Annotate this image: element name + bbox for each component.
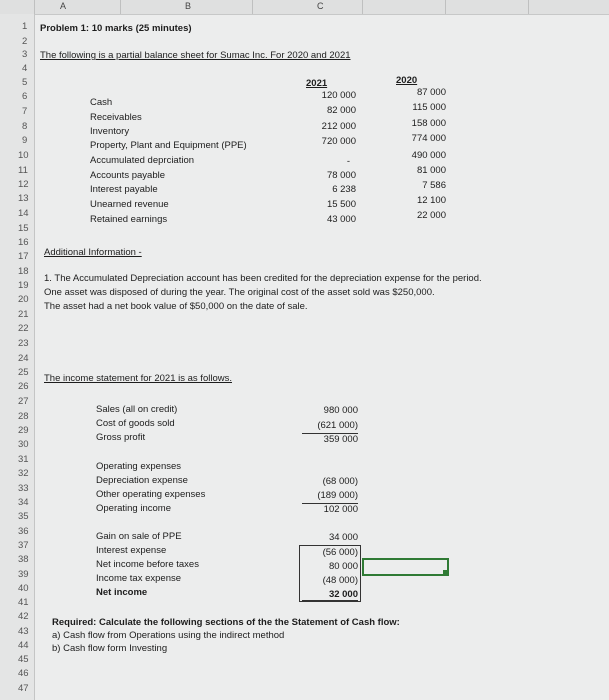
income-statement-value: 32 000 xyxy=(328,589,358,600)
balance-sheet-value-2020: 490 000 xyxy=(411,150,446,161)
column-divider xyxy=(445,0,446,14)
selected-cell[interactable] xyxy=(362,558,449,576)
column-header-a[interactable]: A xyxy=(60,1,67,11)
balance-sheet-value-2020: 22 000 xyxy=(416,210,446,221)
balance-sheet-label: Accounts payable xyxy=(90,170,165,181)
row-number[interactable]: 37 xyxy=(18,540,29,551)
row-number[interactable]: 24 xyxy=(18,353,29,364)
income-statement-label: Depreciation expense xyxy=(96,475,188,486)
balance-sheet-value-2021: - xyxy=(346,156,350,167)
row-number[interactable]: 36 xyxy=(18,526,29,537)
row-number[interactable]: 8 xyxy=(22,121,28,132)
column-divider xyxy=(252,0,253,14)
income-statement-value: (68 000) xyxy=(322,476,358,487)
row-number[interactable]: 28 xyxy=(18,411,29,422)
row-number[interactable]: 6 xyxy=(22,91,28,102)
balance-sheet-value-2021: 212 000 xyxy=(321,121,356,132)
income-statement-label: Net income before taxes xyxy=(96,559,199,570)
income-statement-heading: The income statement for 2021 is as follows. xyxy=(44,373,232,384)
balance-sheet-label: Interest payable xyxy=(90,184,158,195)
row-number[interactable]: 10 xyxy=(18,150,29,161)
income-statement-label: Gross profit xyxy=(96,432,146,443)
additional-info-heading: Additional Information - xyxy=(44,247,142,258)
income-statement-value: (48 000) xyxy=(322,575,358,586)
column-divider xyxy=(120,0,121,14)
required-part-a: a) Cash flow from Operations using the indirect method xyxy=(52,630,285,641)
income-statement-label: Operating income xyxy=(96,503,171,514)
row-number[interactable]: 17 xyxy=(18,251,29,262)
column-header-c[interactable]: C xyxy=(317,1,324,11)
subtotal-underline xyxy=(302,433,358,434)
row-number[interactable]: 20 xyxy=(18,294,29,305)
year-2020-header: 2020 xyxy=(396,75,418,86)
column-divider xyxy=(528,0,529,14)
row-number[interactable]: 16 xyxy=(18,237,29,248)
balance-sheet-value-2021: 78 000 xyxy=(326,170,356,181)
balance-sheet-label: Property, Plant and Equipment (PPE) xyxy=(90,140,247,151)
balance-sheet-value-2021: 15 500 xyxy=(326,199,356,210)
row-number[interactable]: 30 xyxy=(18,439,29,450)
balance-sheet-value-2021: 720 000 xyxy=(321,136,356,147)
balance-sheet-value-2021: 6 238 xyxy=(332,184,356,195)
income-statement-value: 102 000 xyxy=(323,504,358,515)
row-number[interactable]: 11 xyxy=(18,165,28,176)
row-number[interactable]: 33 xyxy=(18,483,29,494)
row-number[interactable]: 40 xyxy=(18,583,29,594)
income-statement-value: 80 000 xyxy=(328,561,358,572)
row-number[interactable]: 25 xyxy=(18,367,29,378)
income-statement-label: Gain on sale of PPE xyxy=(96,531,182,542)
column-divider xyxy=(34,0,35,14)
row-number[interactable]: 35 xyxy=(18,511,29,522)
row-number[interactable]: 15 xyxy=(18,223,29,234)
balance-sheet-label: Retained earnings xyxy=(90,214,168,225)
net-income-box xyxy=(299,545,361,602)
row-number[interactable]: 46 xyxy=(18,668,29,679)
balance-sheet-value-2020: 115 000 xyxy=(412,102,446,113)
balance-sheet-label: Receivables xyxy=(90,112,142,123)
income-statement-label: Income tax expense xyxy=(96,573,182,584)
row-number[interactable]: 26 xyxy=(18,381,29,392)
row-number[interactable]: 18 xyxy=(18,266,29,277)
row-number[interactable]: 5 xyxy=(22,77,28,88)
income-statement-label: Interest expense xyxy=(96,545,167,556)
balance-sheet-label: Unearned revenue xyxy=(90,199,169,210)
row-number[interactable]: 43 xyxy=(18,626,29,637)
income-statement-label: Operating expenses xyxy=(96,461,182,472)
row-number[interactable]: 3 xyxy=(22,49,28,60)
row-number[interactable]: 39 xyxy=(18,569,29,580)
row-number[interactable]: 38 xyxy=(18,554,29,565)
row-number[interactable]: 1 xyxy=(22,21,28,32)
income-statement-value: (621 000) xyxy=(317,420,358,431)
row-number-gutter xyxy=(0,14,35,700)
balance-sheet-value-2020: 158 000 xyxy=(411,118,446,129)
fill-handle[interactable] xyxy=(443,570,448,575)
row-number[interactable]: 19 xyxy=(18,280,29,291)
row-number[interactable]: 14 xyxy=(18,208,29,219)
row-number[interactable]: 21 xyxy=(18,309,29,320)
row-number[interactable]: 12 xyxy=(18,179,29,190)
balance-sheet-value-2021: 43 000 xyxy=(326,214,356,225)
problem-title: Problem 1: 10 marks (25 minutes) xyxy=(40,23,192,34)
column-header-b[interactable]: B xyxy=(185,1,192,11)
column-header-bar xyxy=(0,0,609,15)
column-divider xyxy=(362,0,363,14)
row-number[interactable]: 7 xyxy=(22,106,28,117)
row-number[interactable]: 22 xyxy=(18,323,29,334)
row-number[interactable]: 9 xyxy=(22,135,28,146)
row-number[interactable]: 31 xyxy=(18,454,29,465)
income-statement-value: 34 000 xyxy=(328,532,358,543)
balance-sheet-value-2020: 81 000 xyxy=(416,165,446,176)
row-number[interactable]: 45 xyxy=(18,654,29,665)
intro-text: The following is a partial balance sheet for Sumac Inc. For 2020 and 2021 xyxy=(40,50,351,61)
income-statement-label: Sales (all on credit) xyxy=(96,404,178,415)
row-number[interactable]: 23 xyxy=(18,338,29,349)
income-statement-label: Cost of goods sold xyxy=(96,418,175,429)
row-number[interactable]: 44 xyxy=(18,640,29,651)
row-number[interactable]: 42 xyxy=(18,611,29,622)
double-underline xyxy=(302,600,358,601)
income-statement-label: Net income xyxy=(96,587,148,598)
row-number[interactable]: 34 xyxy=(18,497,29,508)
required-part-b: b) Cash flow form Investing xyxy=(52,643,168,654)
income-statement-value: 359 000 xyxy=(323,434,358,445)
row-number[interactable]: 13 xyxy=(18,193,29,204)
additional-info-line-3: The asset had a net book value of $50,000 on the date of sale. xyxy=(44,301,308,312)
balance-sheet-value-2020: 774 000 xyxy=(411,133,446,144)
balance-sheet-label: Cash xyxy=(90,97,113,108)
additional-info-line-1: 1. The Accumulated Depreciation account has been credited for the depreciation expense for the period. xyxy=(44,273,482,284)
additional-info-line-2: One asset was disposed of during the year. The original cost of the asset sold was $250,000. xyxy=(44,287,435,298)
row-number[interactable]: 4 xyxy=(22,63,28,74)
income-statement-value: 980 000 xyxy=(323,405,358,416)
income-statement-value: (189 000) xyxy=(317,490,358,501)
balance-sheet-value-2021: 120 000 xyxy=(321,90,356,101)
row-number[interactable]: 27 xyxy=(18,396,29,407)
balance-sheet-label: Accumulated deprciation xyxy=(90,155,195,166)
income-statement-label: Other operating expenses xyxy=(96,489,206,500)
subtotal-underline xyxy=(302,503,358,504)
year-2021-header: 2021 xyxy=(306,78,328,89)
balance-sheet-value-2020: 87 000 xyxy=(416,87,446,98)
row-number[interactable]: 32 xyxy=(18,468,29,479)
row-number[interactable]: 2 xyxy=(22,36,28,47)
row-number[interactable]: 41 xyxy=(18,597,29,608)
row-number[interactable]: 47 xyxy=(18,683,29,694)
balance-sheet-value-2020: 12 100 xyxy=(416,195,446,206)
row-number[interactable]: 29 xyxy=(18,425,29,436)
required-heading: Required: Calculate the following sections of the the Statement of Cash flow: xyxy=(52,617,400,628)
balance-sheet-label: Inventory xyxy=(90,126,130,137)
balance-sheet-value-2020: 7 586 xyxy=(422,180,446,191)
balance-sheet-value-2021: 82 000 xyxy=(326,105,356,116)
income-statement-value: (56 000) xyxy=(322,547,358,558)
